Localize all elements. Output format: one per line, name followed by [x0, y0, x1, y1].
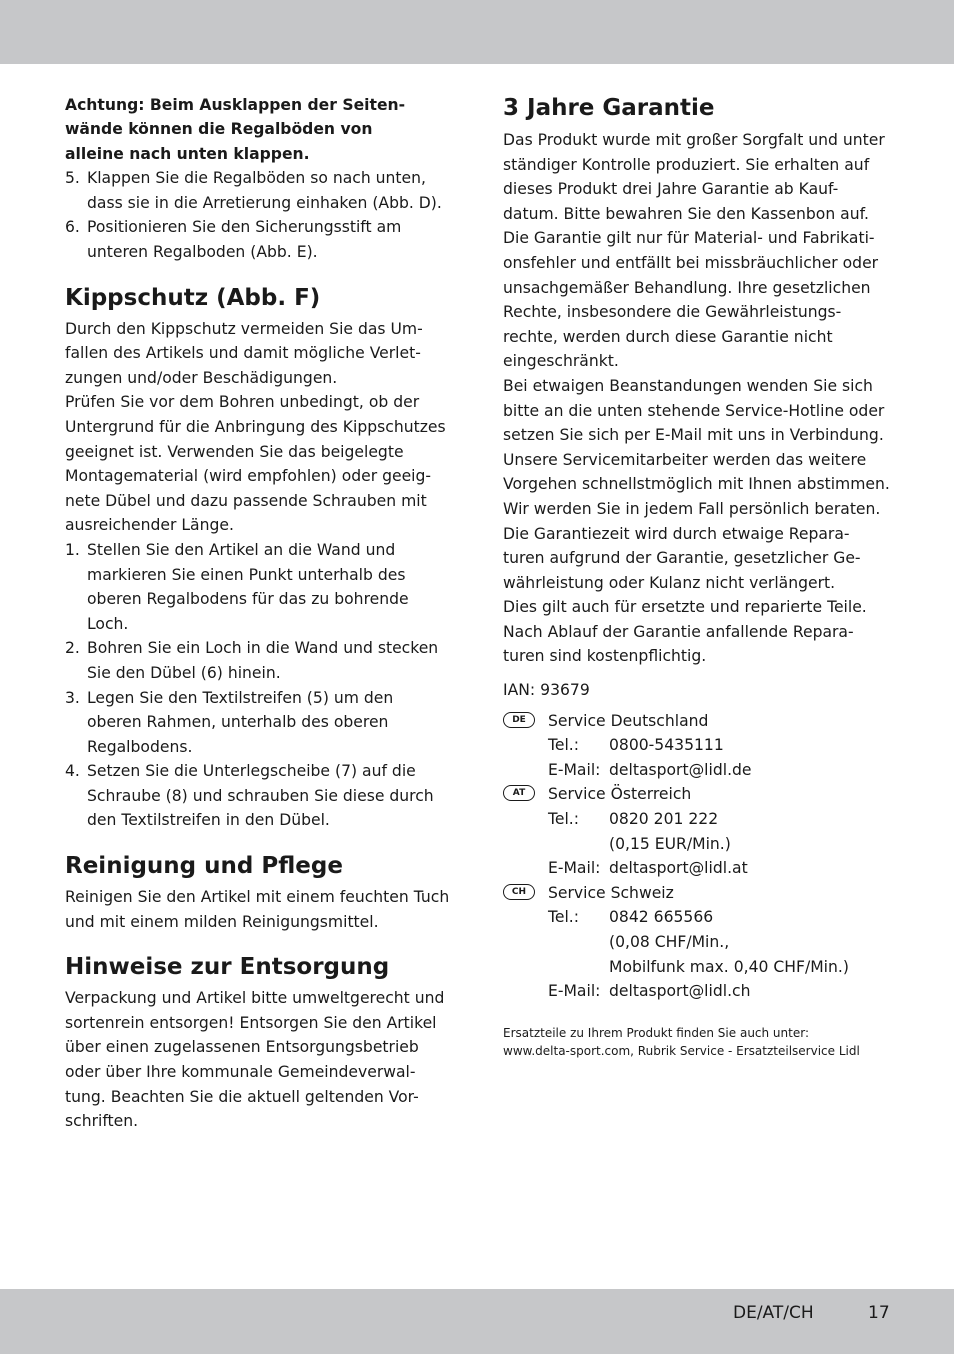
spare-parts-note: [503, 1024, 897, 1060]
tel-label: Tel.:: [548, 908, 580, 927]
section-heading-garantie: 3 Jahre Garantie: [503, 95, 715, 121]
step-line: Bohren Sie ein Loch in die Wand und stecken: [87, 639, 439, 658]
email-address: deltasport@lidl.at: [609, 859, 748, 878]
text-line: schriften.: [65, 1112, 139, 1131]
step-line: Stellen Sie den Artikel an die Wand und: [87, 540, 396, 559]
service-name: Service Deutschland: [548, 711, 709, 730]
service-austria: [503, 782, 897, 880]
step-number: 4.: [65, 762, 80, 781]
right-column: [503, 93, 897, 1060]
steps-list-b: [65, 538, 457, 833]
text-line: turen aufgrund der Garantie, gesetzlicher Ge-: [503, 549, 861, 568]
text-line: geeignet ist. Verwenden Sie das beigelegte: [65, 442, 404, 461]
warning-line: wände können die Regalböden von: [65, 120, 373, 139]
garantie-text: [503, 128, 897, 669]
text-line: Ersatzteile zu Ihrem Produkt finden Sie auch unter:: [503, 1025, 809, 1040]
list-item: [65, 166, 457, 215]
header-band: [0, 0, 954, 64]
step-line: oberen Regalbodens für das zu bohrende: [87, 590, 409, 609]
email-address: deltasport@lidl.ch: [609, 982, 751, 1001]
email-row: [548, 856, 897, 881]
step-line: Sie den Dübel (6) hinein.: [87, 663, 281, 682]
list-item: [65, 759, 457, 833]
text-line: turen sind kostenpflichtig.: [503, 647, 707, 666]
text-line: und mit einem milden Reinigungsmittel.: [65, 912, 379, 931]
text-line: über einen zugelassenen Entsorgungsbetrieb: [65, 1038, 419, 1057]
list-item: [65, 215, 457, 264]
text-line: tung. Beachten Sie die aktuell geltenden Vor-: [65, 1087, 419, 1106]
left-column: [65, 93, 457, 1134]
text-line: Verpackung und Artikel bitte umweltgerecht und: [65, 989, 445, 1008]
step-number: 6.: [65, 218, 80, 237]
step-number: 1.: [65, 540, 80, 559]
step-line: Positionieren Sie den Sicherungsstift am: [87, 218, 402, 237]
step-line: den Textilstreifen in den Dübel.: [87, 811, 330, 830]
warning-line: alleine nach unten klappen.: [65, 144, 310, 163]
email-label: E-Mail:: [548, 859, 601, 878]
text-line: bitte an die unten stehende Service-Hotline oder: [503, 401, 885, 420]
country-badge-ch-icon: CH: [503, 884, 535, 900]
step-line: unteren Regalboden (Abb. E).: [87, 243, 318, 261]
service-name: Service Österreich: [548, 785, 692, 804]
step-number: 2.: [65, 639, 80, 658]
text-line: Bei etwaigen Beanstandungen wenden Sie sich: [503, 376, 873, 395]
step-line: Loch.: [87, 614, 129, 633]
tel-rate: (0,08 CHF/Min.,: [609, 933, 730, 951]
text-line: Durch den Kippschutz vermeiden Sie das Um-: [65, 319, 423, 338]
tel-rate: (0,15 EUR/Min.): [609, 834, 731, 853]
email-row: [548, 758, 897, 783]
section-heading-reinigung: Reinigung und Pflege: [65, 853, 343, 880]
email-row: [548, 979, 897, 1004]
tel-number: 0842 665566: [609, 908, 714, 927]
step-line: dass sie in die Arretierung einhaken (Abb. D).: [87, 193, 442, 212]
list-item: [65, 636, 457, 685]
text-line: Unsere Servicemitarbeiter werden das weitere: [503, 450, 867, 469]
text-line: Das Produkt wurde mit großer Sorgfalt und unter: [503, 131, 885, 149]
text-line: sortenrein entsorgen! Entsorgen Sie den Artikel: [65, 1013, 437, 1032]
step-line: oberen Rahmen, unterhalb des oberen: [87, 713, 389, 732]
section-heading-kippschutz: Kippschutz (Abb. F): [65, 284, 321, 311]
step-number: 3.: [65, 688, 80, 707]
text-line: währleistung oder Kulanz nicht verlängert.: [503, 573, 836, 592]
text-line: Untergrund für die Anbringung des Kippschutzes: [65, 417, 446, 436]
text-line: Rechte, insbesondere die Gewährleistungs-: [503, 303, 842, 322]
kippschutz-text: [65, 317, 457, 538]
service-switzerland: [503, 881, 897, 1004]
text-line: Vorgehen schnellstmöglich mit Ihnen abstimmen.: [503, 475, 890, 494]
reinigung-text: [65, 885, 457, 934]
text-line: onsfehler und entfällt bei missbräuchlicher oder: [503, 253, 879, 272]
list-item: [65, 686, 457, 760]
text-line: dieses Produkt drei Jahre Garantie ab Kauf-: [503, 180, 839, 199]
text-line: rechte, werden durch diese Garantie nicht: [503, 327, 833, 346]
step-line: Regalbodens.: [87, 737, 193, 756]
entsorgung-text: [65, 986, 457, 1134]
list-item: [65, 538, 457, 636]
text-line: Die Garantiezeit wird durch etwaige Repara-: [503, 524, 850, 543]
service-name: Service Schweiz: [548, 883, 674, 902]
steps-list-a: [65, 166, 457, 264]
tel-row: [548, 807, 897, 832]
step-line: markieren Sie einen Punkt unterhalb des: [87, 565, 406, 584]
warning-line: Achtung: Beim Ausklappen der Seiten-: [65, 96, 406, 114]
text-line: Nach Ablauf der Garantie anfallende Repara-: [503, 622, 854, 641]
country-badge-at-icon: AT: [503, 785, 535, 801]
tel-label: Tel.:: [548, 810, 580, 829]
country-badge-de-icon: DE: [503, 712, 535, 728]
ian-number: IAN: 93679: [503, 681, 590, 700]
warning-text: [65, 93, 457, 166]
text-line: zungen und/oder Beschädigungen.: [65, 368, 338, 387]
text-line: Die Garantie gilt nur für Material- und Fabrikati-: [503, 229, 875, 248]
text-line: eingeschränkt.: [503, 352, 619, 371]
text-line: fallen des Artikels und damit mögliche Verlet-: [65, 344, 421, 363]
email-label: E-Mail:: [548, 760, 601, 779]
text-line: unsachgemäßer Behandlung. Ihre gesetzlichen: [503, 278, 871, 297]
tel-label: Tel.:: [548, 736, 580, 755]
tel-number: 0800-5435111: [609, 736, 724, 755]
text-line: datum. Bitte bewahren Sie den Kassenbon auf.: [503, 204, 869, 223]
text-line: Reinigen Sie den Artikel mit einem feuchten Tuch: [65, 888, 450, 907]
step-line: Klappen Sie die Regalböden so nach unten,: [87, 169, 426, 188]
text-line: www.delta-sport.com, Rubrik Service - Ersatzteilservice Lidl: [503, 1043, 860, 1058]
step-line: Schraube (8) und schrauben Sie diese durch: [87, 786, 434, 805]
text-line: Prüfen Sie vor dem Bohren unbedingt, ob der: [65, 393, 420, 412]
text-line: Dies gilt auch für ersetzte und reparierte Teile.: [503, 598, 867, 617]
text-line: ständiger Kontrolle produziert. Sie erhalten auf: [503, 155, 870, 174]
step-line: Legen Sie den Textilstreifen (5) um den: [87, 688, 394, 707]
text-line: Wir werden Sie in jedem Fall persönlich beraten.: [503, 499, 881, 518]
tel-number: 0820 201 222: [609, 810, 719, 829]
text-line: setzen Sie sich per E-Mail mit uns in Verbindung.: [503, 426, 884, 445]
text-line: oder über Ihre kommunale Gemeindeverwal-: [65, 1063, 416, 1082]
email-label: E-Mail:: [548, 982, 601, 1001]
text-line: nete Dübel und dazu passende Schrauben mit: [65, 491, 427, 510]
email-address: deltasport@lidl.de: [609, 760, 752, 779]
service-germany: [503, 709, 897, 783]
footer-language-codes: DE/AT/CH: [733, 1303, 814, 1323]
step-line: Setzen Sie die Unterlegscheibe (7) auf die: [87, 762, 416, 781]
section-heading-entsorgung: Hinweise zur Entsorgung: [65, 954, 390, 981]
text-line: Montagematerial (wird empfohlen) oder geeig-: [65, 467, 432, 486]
page-number: 17: [868, 1303, 890, 1323]
step-number: 5.: [65, 169, 80, 188]
tel-row: [548, 905, 897, 930]
tel-rate-mobile: Mobilfunk max. 0,40 CHF/Min.): [609, 957, 849, 976]
text-line: ausreichender Länge.: [65, 516, 234, 535]
tel-row: [548, 733, 897, 758]
